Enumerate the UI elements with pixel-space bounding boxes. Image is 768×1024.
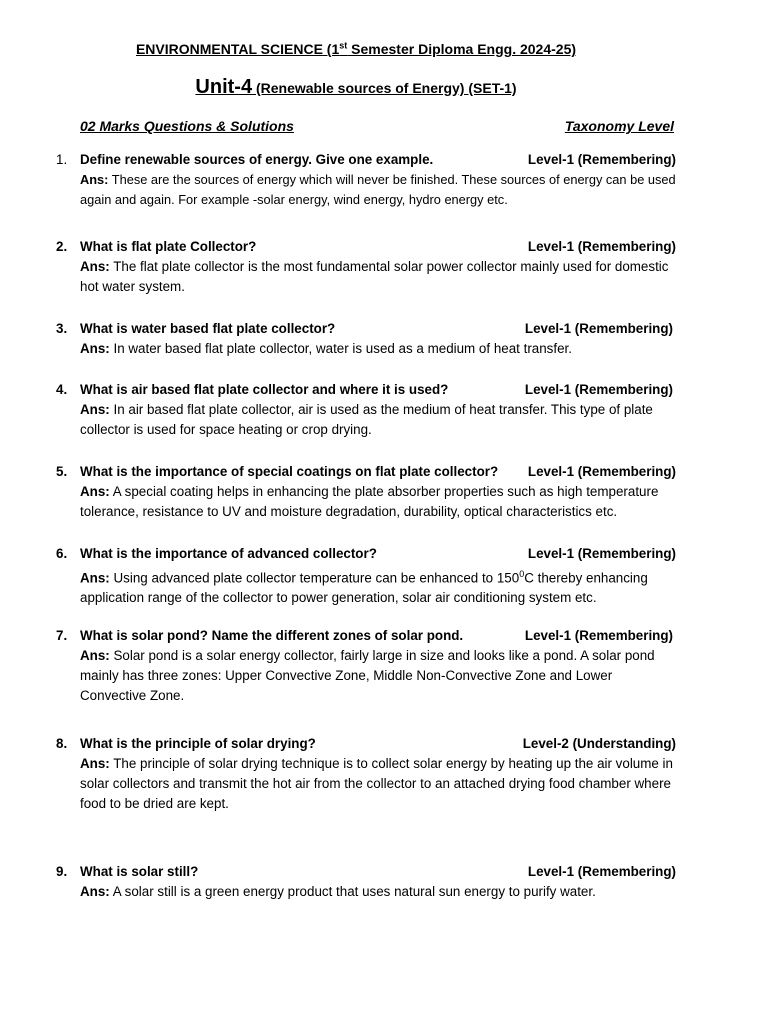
taxonomy-heading: Taxonomy Level xyxy=(564,118,674,134)
answer-text xyxy=(80,564,676,608)
title-text-rest: Semester Diploma Engg. 2024-25) xyxy=(347,41,577,57)
degree-superscript: 0 xyxy=(519,569,525,579)
question-row xyxy=(56,319,676,339)
question-row xyxy=(56,150,676,170)
question-text: What is solar pond? Name the different zones of solar pond. xyxy=(80,628,464,643)
question-number: 7. xyxy=(56,628,68,643)
question-block xyxy=(56,150,676,210)
taxonomy-level: Level-1 (Remembering) xyxy=(527,152,676,167)
question-number: 6. xyxy=(56,546,68,561)
question-block xyxy=(56,626,676,706)
answer-label: Ans: xyxy=(80,570,110,586)
answer-text xyxy=(80,482,676,522)
answer-body: In water based flat plate collector, water is used as a medium of heat transfer. xyxy=(109,341,572,356)
question-row xyxy=(56,380,676,400)
answer-label: Ans: xyxy=(80,259,110,274)
answer-text xyxy=(80,257,676,297)
question-number: 2. xyxy=(56,239,68,254)
title-superscript: st xyxy=(339,40,348,51)
question-row xyxy=(56,862,676,882)
section-title: 02 Marks Questions & Solutions xyxy=(80,118,294,134)
answer-label: Ans: xyxy=(80,341,110,356)
answer-text xyxy=(80,754,676,814)
question-text: What is the importance of special coatings on flat plate collector? xyxy=(80,464,499,479)
taxonomy-level: Level-1 (Remembering) xyxy=(527,546,676,561)
answer-text xyxy=(80,646,676,706)
question-number: 9. xyxy=(56,864,68,879)
answer-body: These are the sources of energy which will never be finished. These sources of energy can be used again and again. For example -solar energy, wind energy, hydro energy etc. xyxy=(80,172,676,207)
question-number: 3. xyxy=(56,321,68,336)
answer-text xyxy=(80,882,676,902)
answer-body: The principle of solar drying technique is to collect solar energy by heating up the air volume in solar collectors and transmit the hot air from the collector to an attached drying food chamber where food to be dried are kept. xyxy=(80,756,673,811)
taxonomy-level: Level-1 (Remembering) xyxy=(524,321,673,336)
document-title xyxy=(0,41,712,57)
unit-subtitle: (Renewable sources of Energy) (SET-1) xyxy=(252,80,517,96)
question-row xyxy=(56,734,676,754)
question-row xyxy=(56,462,676,482)
answer-body-rest: C thereby enhancing application range of the collector to power generation, solar air conditioning system etc. xyxy=(80,570,648,606)
question-block xyxy=(56,544,676,608)
question-text: What is the importance of advanced collector? xyxy=(80,546,377,561)
answer-body: In air based flat plate collector, air is used as the medium of heat transfer. This type of plate collector is used for space heating or crop drying. xyxy=(80,402,653,437)
question-block xyxy=(56,237,676,297)
unit-label: Unit-4 xyxy=(195,76,253,98)
taxonomy-level: Level-1 (Remembering) xyxy=(527,464,676,479)
question-block xyxy=(56,462,676,522)
taxonomy-level: Level-1 (Remembering) xyxy=(524,382,673,397)
taxonomy-level: Level-2 (Understanding) xyxy=(522,736,676,751)
question-row xyxy=(56,544,676,564)
answer-body: A special coating helps in enhancing the plate absorber properties such as high temperature tolerance, resistance to UV and moisture degradation, durability, optical characteristics etc. xyxy=(80,484,659,519)
taxonomy-level: Level-1 (Remembering) xyxy=(527,239,676,254)
answer-label: Ans: xyxy=(80,884,110,899)
question-block xyxy=(56,319,676,359)
question-text: What is flat plate Collector? xyxy=(80,239,257,254)
question-row xyxy=(56,237,676,257)
question-text: Define renewable sources of energy. Give one example. xyxy=(80,152,434,167)
question-block xyxy=(56,380,676,440)
taxonomy-level: Level-1 (Remembering) xyxy=(524,628,673,643)
answer-label: Ans: xyxy=(80,402,110,417)
answer-label: Ans: xyxy=(80,756,110,771)
answer-body: Using advanced plate collector temperature can be enhanced to 150 xyxy=(109,570,520,586)
question-number: 8. xyxy=(56,736,68,751)
question-text: What is air based flat plate collector and where it is used? xyxy=(80,382,449,397)
question-row xyxy=(56,626,676,646)
question-text: What is water based flat plate collector? xyxy=(80,321,336,336)
answer-text xyxy=(80,339,676,359)
question-number: 4. xyxy=(56,382,68,397)
answer-text xyxy=(80,400,676,440)
question-block xyxy=(56,862,676,902)
question-text: What is solar still? xyxy=(80,864,199,879)
title-text: ENVIRONMENTAL SCIENCE (1 xyxy=(135,41,340,57)
answer-label: Ans: xyxy=(80,172,109,187)
answer-body: The flat plate collector is the most fundamental solar power collector mainly used for domestic hot water system. xyxy=(80,259,669,294)
question-block xyxy=(56,734,676,814)
answer-label: Ans: xyxy=(80,648,110,663)
question-number: 5. xyxy=(56,464,68,479)
answer-label: Ans: xyxy=(80,484,110,499)
taxonomy-level: Level-1 (Remembering) xyxy=(527,864,676,879)
question-text: What is the principle of solar drying? xyxy=(80,736,316,751)
answer-text xyxy=(80,170,676,210)
question-number: 1. xyxy=(56,152,68,167)
unit-heading xyxy=(0,76,712,99)
answer-body: A solar still is a green energy product that uses natural sun energy to purify water. xyxy=(109,884,596,899)
answer-body: Solar pond is a solar energy collector, fairly large in size and looks like a pond. A solar pond mainly has three zones: Upper Convective Zone, Middle Non-Convective Zone and Lower Convective Zone. xyxy=(80,648,655,703)
